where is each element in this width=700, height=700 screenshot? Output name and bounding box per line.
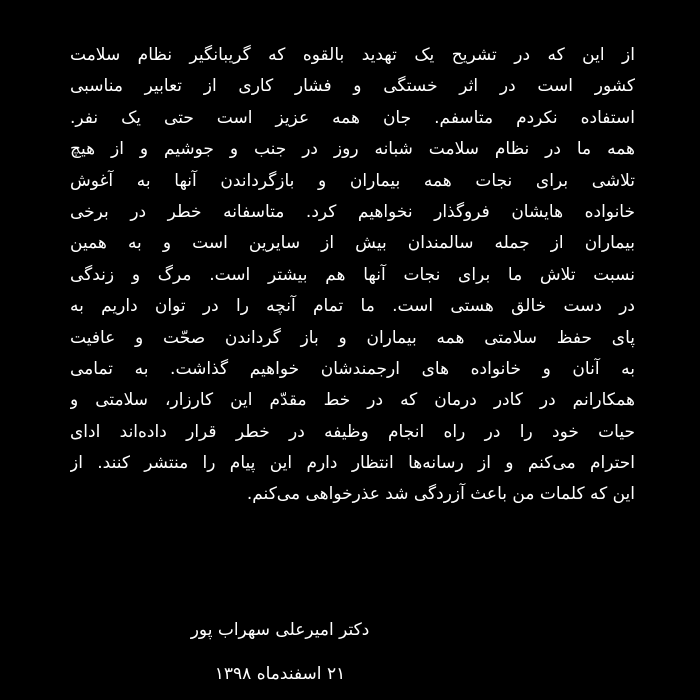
signature-block (150, 608, 410, 696)
statement-line-5: تلاشی برای نجات همه بیماران و بازگرداندن آنها به آغوش (70, 170, 635, 191)
apology-statement (70, 40, 635, 511)
statement-line-10: پای حفظ سلامتی همه بیماران و باز گرداندن صحّت و عافیت (70, 327, 635, 348)
statement-line-8: نسبت تلاش ما برای نجات آنها هم بیشتر است. مرگ و زندگی (70, 264, 635, 285)
statement-line-4: همه ما در نظام سلامت شبانه روز در جنب و جوشیم و از هیچ (70, 139, 635, 160)
signature-name: دکتر امیرعلی سهراب پور (190, 620, 370, 640)
statement-line-1: از این که در تشریح یک تهدید بالقوه که گریبانگیر نظام سلامت (70, 45, 635, 65)
statement-line-12: همکارانم در کادر درمان که در خط مقدّم این کارزار، سلامتی و (70, 390, 635, 411)
statement-line-14: احترام می‌کنم و از رسانه‌ها انتظار دارم این پیام را منتشر کنند. از (70, 453, 635, 474)
statement-line-11: به آنان و خانواده های ارجمندشان خواهیم گذاشت. به تمامی (70, 358, 635, 379)
statement-line-7: بیماران از جمله سالمندان بیش از سایرین است و به همین (70, 233, 635, 254)
statement-line-9: در دست خالق هستی است. ما تمام آنچه را در توان داریم به (70, 296, 635, 317)
statement-line-15: این که کلمات من باعث آزردگی شد عذرخواهی می‌کنم. (246, 484, 635, 505)
signature-date: ۲۱ اسفندماه ۱۳۹۸ (214, 664, 346, 684)
statement-line-3: استفاده نکردم متاسفم. جان همه عزیز است حتی یک نفر. (70, 107, 635, 128)
statement-line-6: خانواده هایشان فروگذار نخواهیم کرد. متاسفانه خطر در برخی (70, 201, 635, 222)
statement-line-2: کشور است در اثر خستگی و فشار کاری از تعابیر مناسبی (70, 76, 635, 97)
statement-line-13: حیات خود را در راه انجام وظیفه در خطر قرار داده‌اند ادای (70, 421, 635, 442)
